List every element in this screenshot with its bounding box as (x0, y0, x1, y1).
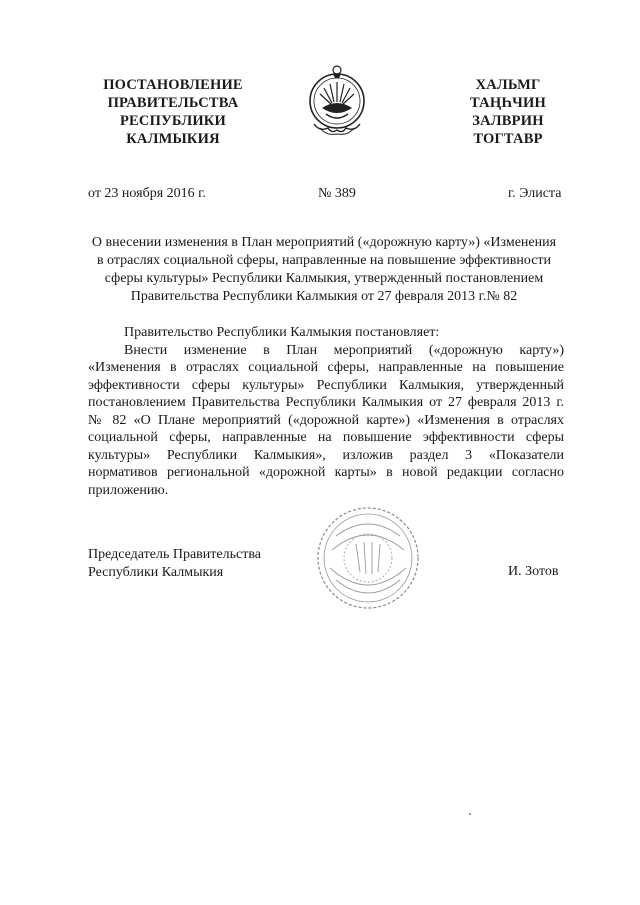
title-line: в отраслях социальной сферы, направленные на повышение эффективности (96, 253, 552, 268)
official-seal-stamp-icon (316, 506, 420, 610)
body-line: Внести изменение в План мероприятий («дорожную карту») (124, 342, 564, 358)
header-left-line: РЕСПУБЛИКИ (119, 113, 227, 129)
body-line: № 82 «О Плане мероприятий («дорожной карте») «Изменения в отраслях (88, 412, 564, 428)
signatory-position (88, 546, 261, 582)
header-left-line: ПОСТАНОВЛЕНИЕ (103, 77, 243, 93)
title-line: О внесении изменения в План мероприятий («дорожную карту») «Изменения (91, 235, 557, 250)
document-body (88, 324, 564, 499)
document-city: г. Элиста (508, 186, 562, 201)
body-line: эффективности сферы культуры» Республики Калмыкия, утвержденный (88, 377, 564, 393)
header-left-line: ПРАВИТЕЛЬСТВА (107, 95, 239, 111)
body-line: нормативов региональной «дорожной карты» в новой редакции согласно (88, 465, 564, 480)
document-number: № 389 (318, 186, 356, 201)
document-title (82, 234, 566, 306)
body-line: «Изменения в отраслях социальной сферы, направленные на повышение (88, 360, 564, 375)
body-line: социальной сферы, направленные на повышение эффективности сферы (88, 430, 564, 445)
body-line: приложению. (88, 482, 169, 498)
title-line: сферы культуры» Республики Калмыкия, утвержденный постановлением (104, 271, 544, 286)
header-right-line: ТОГТАВР (473, 131, 543, 147)
header-left-title (92, 76, 254, 148)
signatory-position-line: Республики Калмыкия (88, 565, 224, 580)
document-date: от 23 ноября 2016 г. (88, 186, 206, 201)
title-line: Правительства Республики Калмыкия от 27 февраля 2013 г.№ 82 (130, 289, 518, 304)
header-right-line: ХАЛЬМГ (475, 77, 541, 93)
header-right-line: ТАҢҺЧИН (470, 95, 546, 111)
signatory-position-line: Председатель Правительства (88, 547, 261, 562)
kalmykia-coat-of-arms-icon (306, 62, 368, 140)
header-right-line: ЗАЛВРИН (472, 113, 544, 129)
signatory-name: И. Зотов (508, 564, 559, 579)
body-intro: Правительство Республики Калмыкия постановляет: (124, 325, 440, 340)
scan-speck (469, 813, 471, 815)
body-line: культуры» Республики Калмыкия», изложив раздел 3 «Показатели (88, 447, 564, 463)
header-right-title (452, 76, 564, 148)
header-left-line: КАЛМЫКИЯ (126, 131, 220, 147)
body-line: постановлением Правительства Республики Калмыкия от 27 февраля 2013 г. (88, 395, 564, 410)
